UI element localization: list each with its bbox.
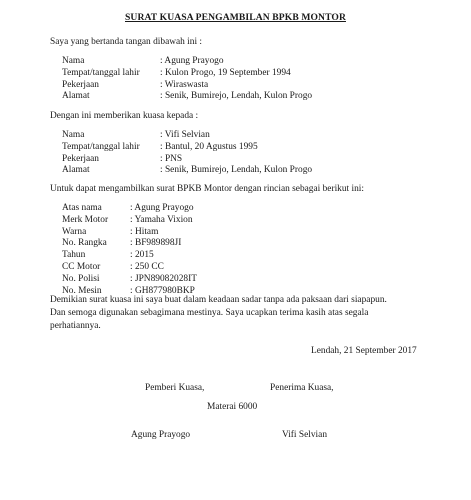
- receiver-row-address: [62, 164, 312, 176]
- vehicle-label: Tahun: [62, 250, 86, 261]
- vehicle-label: Merk Motor: [62, 214, 109, 225]
- receiver-label: Alamat: [62, 165, 90, 176]
- giver-value: : Kulon Progo, 19 September 1994: [160, 67, 291, 78]
- vehicle-value: : JPN89082028IT: [130, 273, 197, 284]
- vehicle-row: [62, 261, 197, 273]
- vehicle-details: [62, 202, 197, 296]
- receiver-label: Nama: [62, 130, 85, 140]
- receiver-row-birth: [62, 141, 312, 153]
- receiver-row-job: [62, 153, 312, 165]
- vehicle-label: No. Mesin: [62, 285, 102, 296]
- document-title: SURAT KUASA PENGAMBILAN BPKB MONTOR: [125, 12, 346, 23]
- vehicle-value: : GH877980BKP: [130, 285, 195, 296]
- giver-row-address: [62, 90, 312, 102]
- intro-text: Saya yang bertanda tangan dibawah ini :: [50, 37, 203, 47]
- receiver-value: : PNS: [160, 153, 183, 164]
- stamp-label: Materai 6000: [207, 402, 258, 412]
- vehicle-value: : Yamaha Vixion: [130, 214, 193, 225]
- receiver-label: Tempat/tanggal lahir: [62, 141, 140, 152]
- giver-row-name: [62, 55, 312, 67]
- receiver-details: [62, 129, 312, 176]
- giver-signature-label: Pemberi Kuasa,: [145, 383, 205, 393]
- giver-label: Nama: [62, 56, 85, 66]
- vehicle-row: [62, 226, 197, 238]
- place-date: Lendah, 21 September 2017: [311, 346, 417, 356]
- giver-row-birth: [62, 67, 312, 79]
- giver-value: : Wiraswasta: [160, 79, 209, 90]
- giver-label: Tempat/tanggal lahir: [62, 67, 140, 78]
- vehicle-label: Atas nama: [62, 203, 102, 213]
- vehicle-row: [62, 214, 197, 226]
- vehicle-value: : Hitam: [130, 226, 159, 237]
- receiver-signature-label: Penerima Kuasa,: [270, 383, 334, 393]
- vehicle-value: : BF989898JI: [130, 238, 182, 249]
- vehicle-row: [62, 249, 197, 261]
- vehicle-label: No. Rangka: [62, 238, 107, 249]
- closing-paragraph: [50, 294, 430, 334]
- receiver-row-name: [62, 129, 312, 141]
- vehicle-row: [62, 237, 197, 249]
- vehicle-value: : 250 CC: [130, 261, 164, 272]
- receiver-value: : Bantul, 20 Agustus 1995: [160, 141, 258, 152]
- receiver-name: Vifi Selvian: [282, 430, 328, 440]
- vehicle-value: : 2015: [130, 250, 154, 261]
- purpose-text: Untuk dapat mengambilkan surat BPKB Montor dengan rincian sebagai berikut ini:: [50, 184, 364, 194]
- receiver-value: : Vifi Selvian: [160, 130, 210, 140]
- giver-name: Agung Prayogo: [131, 430, 191, 440]
- closing-line: Demikian surat kuasa ini saya buat dalam keadaan sadar tanpa ada paksaan dari siapapun.: [50, 295, 387, 305]
- giver-label: Pekerjaan: [62, 79, 99, 90]
- giver-row-job: [62, 79, 312, 91]
- vehicle-label: CC Motor: [62, 261, 101, 272]
- giver-details: [62, 55, 312, 102]
- grant-intro-text: Dengan ini memberikan kuasa kepada :: [50, 111, 199, 121]
- giver-value: : Agung Prayogo: [160, 56, 224, 66]
- closing-line: Dan semoga digunakan sebagimana mestinya. Saya ucapkan terima kasih atas segala: [50, 308, 369, 319]
- vehicle-row: [62, 273, 197, 285]
- closing-line: perhatiannya.: [50, 321, 101, 332]
- receiver-value: : Senik, Bumirejo, Lendah, Kulon Progo: [160, 165, 313, 176]
- vehicle-value: : Agung Prayogo: [130, 203, 194, 213]
- giver-value: : Senik, Bumirejo, Lendah, Kulon Progo: [160, 91, 313, 102]
- vehicle-label: No. Polisi: [62, 273, 100, 284]
- receiver-label: Pekerjaan: [62, 153, 99, 164]
- vehicle-row: [62, 202, 197, 214]
- vehicle-label: Warna: [62, 226, 87, 237]
- giver-label: Alamat: [62, 91, 90, 102]
